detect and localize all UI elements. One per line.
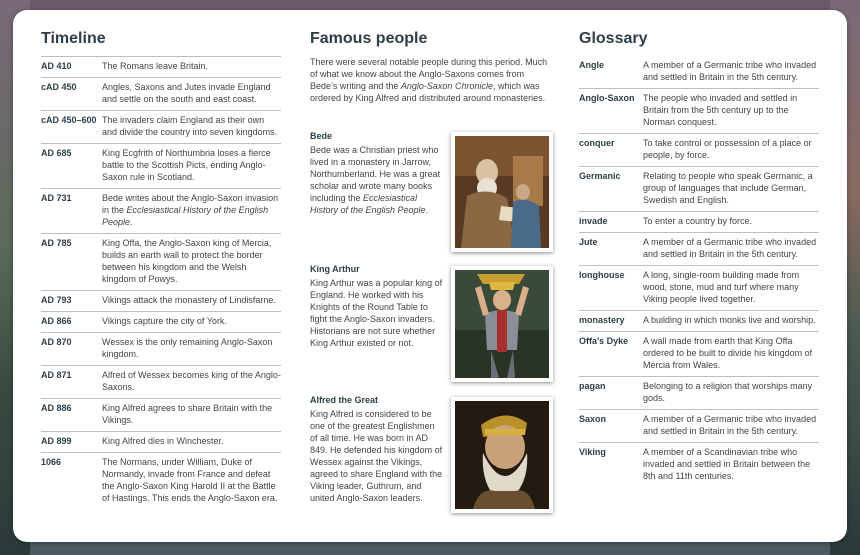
person-name: Bede [310, 131, 333, 141]
glossary-term: Offa’s Dyke [579, 336, 629, 346]
glossary-entry [579, 212, 819, 233]
famous-people-intro [310, 56, 550, 104]
glossary-definition: To take control or possession of a place or people, by force. [643, 138, 812, 160]
book-title: Ecclesiastical History of the English People [310, 193, 426, 215]
glossary-term: Anglo-Saxon [579, 93, 635, 103]
person-king-arthur [310, 263, 552, 349]
timeline-date: 1066 [41, 457, 62, 467]
glossary-entry [579, 377, 819, 410]
timeline-event: Alfred of Wessex becomes king of the Anglo-Saxons. [102, 370, 281, 392]
glossary-term: conquer [579, 138, 615, 148]
timeline-row [41, 234, 281, 291]
timeline-date: AD 870 [41, 337, 72, 347]
glossary-term: Viking [579, 447, 606, 457]
glossary-entry [579, 410, 819, 443]
content-card [13, 10, 847, 542]
timeline-event: Wessex is the only remaining Anglo-Saxon kingdom. [102, 337, 273, 359]
glossary-list [579, 56, 819, 487]
timeline-row [41, 432, 281, 453]
timeline-list [41, 56, 281, 509]
glossary-definition: A member of a Germanic tribe who invaded and settled in Britain in the 5th century. [643, 237, 817, 259]
glossary-term: Angle [579, 60, 605, 70]
glossary-definition: A member of a Germanic tribe who invaded and settled in Britain in the 5th century. [643, 60, 817, 82]
timeline-date: AD 785 [41, 238, 72, 248]
glossary-term: monastery [579, 315, 625, 325]
glossary-term: pagan [579, 381, 606, 391]
glossary-term: invade [579, 216, 608, 226]
chronicle-title: Anglo-Saxon Chronicle [400, 81, 493, 91]
timeline-date: AD 866 [41, 316, 72, 326]
timeline-date: AD 410 [41, 61, 72, 71]
glossary-entry [579, 266, 819, 311]
timeline-event: The Romans leave Britain. [102, 61, 209, 71]
glossary-definition: The people who invaded and settled in Britain from the 5th century up to the Norman conquest. [643, 93, 798, 127]
timeline-date: cAD 450–600 [41, 115, 97, 125]
timeline-row [41, 111, 281, 144]
timeline-event: Vikings capture the city of York. [102, 316, 227, 326]
timeline-event: Angles, Saxons and Jutes invade England and settle on the south and east coast. [102, 82, 271, 104]
glossary-definition: Relating to people who speak Germanic, a group of languages that include German, Swedish and English. [643, 171, 813, 205]
timeline-row [41, 144, 281, 189]
timeline-row [41, 399, 281, 432]
book-title: Ecclesiastical History of the English People [102, 205, 269, 227]
timeline-row [41, 366, 281, 399]
glossary-term: longhouse [579, 270, 625, 280]
glossary-definition: To enter a country by force. [643, 216, 753, 226]
timeline-date: AD 731 [41, 193, 72, 203]
person-name: Alfred the Great [310, 395, 379, 405]
timeline-row [41, 312, 281, 333]
timeline-row [41, 333, 281, 366]
person-alfred-the-great [310, 394, 552, 504]
timeline-event: King Alfred agrees to share Britain with the Vikings. [102, 403, 273, 425]
timeline-row [41, 189, 281, 234]
glossary-definition: A member of a Scandinavian tribe who invaded and settled in Britain between the 8th and 11th centuries. [643, 447, 811, 481]
person-description [310, 144, 443, 216]
person-description: King Alfred is considered to be one of the greatest Englishmen of all time. He was born in AD 849. He defended his kingdom of Wessex against the Vikings, agreed to share England with the Viking leader, Guthrum, and united Anglo-Saxon leaders. [310, 409, 443, 503]
glossary-definition: A long, single-room building made from wood, stone, mud and turf where many Viking people lived together. [643, 270, 800, 304]
glossary-term: Jute [579, 237, 598, 247]
timeline-date: cAD 450 [41, 82, 77, 92]
bede-portrait [451, 132, 553, 252]
timeline-title: Timeline [41, 30, 106, 47]
person-bede [310, 130, 552, 216]
timeline-event: King Ecgfrith of Northumbria loses a fierce battle to the Scottish Picts, ending Anglo-Saxon rule in Scotland. [102, 148, 271, 182]
intro-text: There were several notable people during this period. Much of what we know about the Anglo-Saxons comes from Bede’s writing and the [310, 57, 548, 91]
timeline-event: Vikings attack the monastery of Lindisfarne. [102, 295, 276, 305]
glossary-entry [579, 134, 819, 167]
glossary-entry [579, 233, 819, 266]
timeline-row [41, 56, 281, 78]
timeline-date: AD 871 [41, 370, 72, 380]
timeline-row [41, 291, 281, 312]
person-description: King Arthur was a popular king of England. He worked with his Knights of the Round Table to fight the Anglo-Saxon invaders. Historians are not sure whether King Arthur existed or not. [310, 278, 443, 348]
king-arthur-portrait [451, 266, 553, 382]
timeline-event-text: Bede writes about the Anglo-Saxon invasion in the [102, 193, 279, 215]
timeline-date: AD 899 [41, 436, 72, 446]
glossary-entry [579, 443, 819, 487]
glossary-definition: A member of a Germanic tribe who invaded and settled in Britain in the 5th century. [643, 414, 817, 436]
glossary-entry [579, 332, 819, 377]
timeline-date: AD 685 [41, 148, 72, 158]
glossary-definition: A building in which monks live and worship. [643, 315, 816, 325]
intro-text: , which was ordered by King Alfred and distributed around monasteries. [310, 81, 546, 103]
glossary-definition: Belonging to a religion that worships many gods. [643, 381, 813, 403]
glossary-title: Glossary [579, 30, 648, 47]
timeline-event: The Normans, under William, Duke of Normandy, invade from France and defeat the Anglo-Saxon King Harold II at the Battle of Hastings. This ends the Anglo-Saxon era. [102, 457, 278, 503]
alfred-the-great-portrait [451, 397, 553, 513]
timeline-row [41, 78, 281, 111]
person-text: . [425, 205, 429, 215]
glossary-term: Germanic [579, 171, 621, 181]
timeline-event: King Offa, the Anglo-Saxon king of Mercia, builds an earth wall to protect the border between his kingdom and the Welsh kingdom of Powys. [102, 238, 272, 284]
timeline-event-text: . [130, 217, 133, 227]
timeline-event [102, 192, 281, 228]
timeline-event: The invaders claim England as their own and divide the country into seven kingdoms. [102, 115, 278, 137]
glossary-entry [579, 311, 819, 332]
glossary-entry [579, 89, 819, 134]
glossary-term: Saxon [579, 414, 607, 424]
glossary-definition: A wall made from earth that King Offa ordered to be built to divide his kingdom of Mercia from Wales. [643, 336, 813, 370]
famous-people-title: Famous people [310, 30, 428, 47]
timeline-date: AD 886 [41, 403, 72, 413]
glossary-entry [579, 167, 819, 212]
timeline-event: King Alfred dies in Winchester. [102, 436, 224, 446]
timeline-date: AD 793 [41, 295, 72, 305]
person-text: Bede was a Christian priest who lived in a monastery in Jarrow, Northumberland. He was a great scholar and wrote many books including the [310, 145, 441, 203]
timeline-row [41, 453, 281, 509]
glossary-entry [579, 56, 819, 89]
person-name: King Arthur [310, 264, 360, 274]
